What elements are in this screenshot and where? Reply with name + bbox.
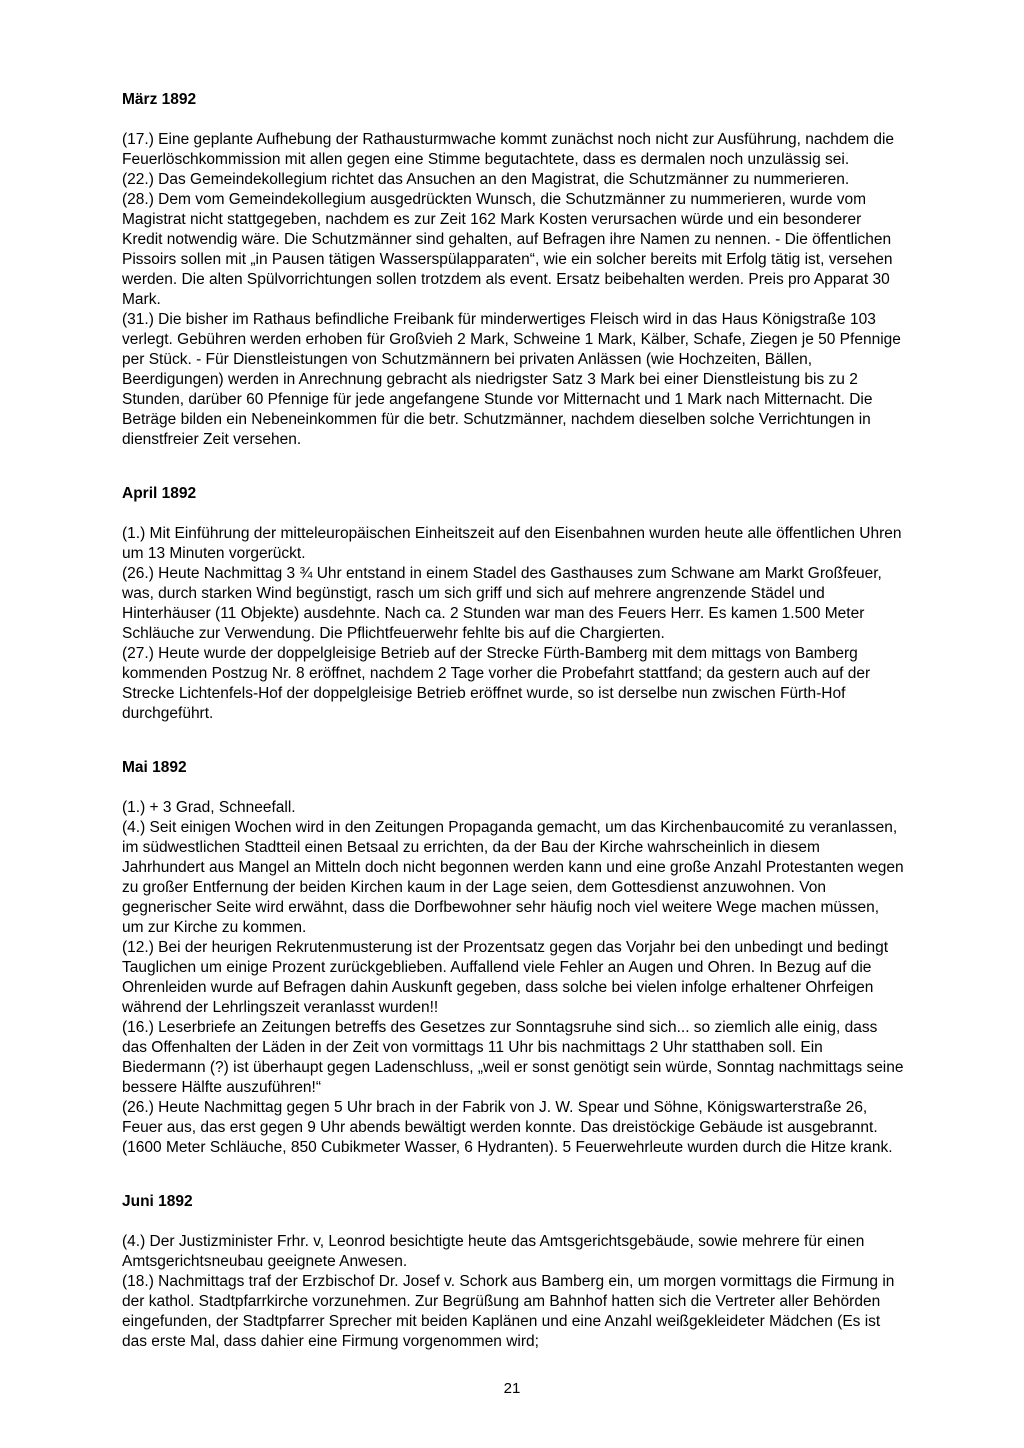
section-entries	[122, 524, 904, 724]
chronicle-entry: (1.) + 3 Grad, Schneefall.	[122, 799, 296, 816]
chronicle-entry: (12.) Bei der heurigen Rekrutenmusterung ist der Prozentsatz gegen das Vorjahr bei den unbedingt und bedingt Tauglichen um einige Prozent zurückgeblieben. Auffallend viele Fehler an Augen und Ohren. In Bezug auf die Ohrenleiden wurde auf Befragen dahin Auskunft gegeben, dass solche bei vielen infolge erhaltener Ohrfeigen während der Lehrlingszeit veranlasst wurden!!	[122, 939, 889, 1016]
section-entries	[122, 798, 904, 1158]
month-section	[122, 758, 904, 1158]
chronicle-entry: (28.) Dem vom Gemeindekollegium ausgedrückten Wunsch, die Schutzmänner zu nummerieren, wurde vom Magistrat nicht stattgegeben, nachdem es zur Zeit 162 Mark Kosten verursachen würde und ein besonderer Kredit notwendig wäre. Die Schutzmänner sind gehalten, auf Befragen ihre Namen zu nennen. - Die öffentlichen Pissoirs sollen mit „in Pausen tätigen Wasserspülapparaten“, wie ein solcher bereits mit Erfolg tätig ist, versehen werden. Die alten Spülvorrichtungen sollen trotzdem als event. Ersatz beibehalten werden. Preis pro Apparat 30 Mark.	[122, 191, 893, 308]
month-heading: April 1892	[122, 485, 197, 502]
chronicle-entry: (1.) Mit Einführung der mitteleuropäischen Einheitszeit auf den Eisenbahnen wurden heute alle öffentlichen Uhren um 13 Minuten vorgerückt.	[122, 525, 902, 562]
chronicle-entry: (4.) Der Justizminister Frhr. v, Leonrod besichtigte heute das Amtsgerichtsgebäude, sowie mehrere für einen Amtsgerichtsneubau geeignete Anwesen.	[122, 1233, 865, 1270]
month-heading: Juni 1892	[122, 1193, 193, 1210]
month-section	[122, 90, 904, 450]
chronicle-entry: (17.) Eine geplante Aufhebung der Rathausturmwache kommt zunächst noch nicht zur Ausführung, nachdem die Feuerlöschkommission mit allen gegen eine Stimme begutachtete, dass es dermalen noch unzulässig sei.	[122, 131, 895, 168]
page-number: 21	[503, 1380, 521, 1397]
section-entries	[122, 130, 904, 450]
chronicle-entry: (16.) Leserbriefe an Zeitungen betreffs des Gesetzes zur Sonntagsruhe sind sich... so ziemlich alle einig, dass das Offenhalten der Läden in der Zeit von vormittags 11 Uhr bis nachmittags 2 Uhr statthaben soll. Ein Biedermann (?) ist überhaupt gegen Ladenschluss, „weil er sonst genötigt sein würde, Sonntag nachmittags seine bessere Hälfte auszuführen!“	[122, 1019, 904, 1096]
chronicle-entry: (31.) Die bisher im Rathaus befindliche Freibank für minderwertiges Fleisch wird in das Haus Königstraße 103 verlegt. Gebühren werden erhoben für Großvieh 2 Mark, Schweine 1 Mark, Kälber, Schafe, Ziegen je 50 Pfennige per Stück. - Für Dienstleistungen von Schutzmännern bei privaten Anlässen (wie Hochzeiten, Bällen, Beerdigungen) werden in Anrechnung gebracht als niedrigster Satz 3 Mark bei einer Dienstleistung bis zu 2 Stunden, darüber 60 Pfennige für jede angefangene Stunde vor Mitternacht und 1 Mark nach Mitternacht. Die Beträge bilden ein Nebeneinkommen für die betr. Schutzmänner, nachdem dieselben solche Verrichtungen in dienstfreier Zeit versehen.	[122, 311, 901, 448]
month-section	[122, 1192, 904, 1352]
month-section	[122, 484, 904, 724]
chronicle-entry: (22.) Das Gemeindekollegium richtet das Ansuchen an den Magistrat, die Schutzmänner zu nummerieren.	[122, 171, 850, 188]
month-heading: Mai 1892	[122, 759, 187, 776]
chronicle-entry: (26.) Heute Nachmittag 3 ¾ Uhr entstand in einem Stadel des Gasthauses zum Schwane am Markt Großfeuer, was, durch starken Wind begünstigt, rasch um sich griff und sich auf mehrere angrenzende Städel und Hinterhäuser (11 Objekte) ausdehnte. Nach ca. 2 Stunden war man des Feuers Herr. Es kamen 1.500 Meter Schläuche zur Verwendung. Die Pflichtfeuerwehr fehlte bis auf die Chargierten.	[122, 565, 882, 642]
chronicle-entry: (18.) Nachmittags traf der Erzbischof Dr. Josef v. Schork aus Bamberg ein, um morgen vormittags die Firmung in der kathol. Stadtpfarrkirche vorzunehmen. Zur Begrüßung am Bahnhof hatten sich die Vertreter aller Behörden eingefunden, der Stadtpfarrer Sprecher mit beiden Kaplänen und eine Anzahl weißgekleideter Mädchen (Es ist das erste Mal, dass dahier eine Firmung vorgenommen wird;	[122, 1273, 895, 1350]
section-entries	[122, 1232, 904, 1352]
chronicle-entry: (26.) Heute Nachmittag gegen 5 Uhr brach in der Fabrik von J. W. Spear und Söhne, Königswarterstraße 26, Feuer aus, das erst gegen 9 Uhr abends bewältigt werden konnte. Das dreistöckige Gebäude ist ausgebrannt. (1600 Meter Schläuche, 850 Cubikmeter Wasser, 6 Hydranten). 5 Feuerwehrleute wurden durch die Hitze krank.	[122, 1099, 893, 1156]
document-content	[122, 90, 904, 1386]
month-heading: März 1892	[122, 91, 197, 108]
chronicle-entry: (27.) Heute wurde der doppelgleisige Betrieb auf der Strecke Fürth-Bamberg mit dem mittags von Bamberg kommenden Postzug Nr. 8 eröffnet, nachdem 2 Tage vorher die Probefahrt stattfand; da gestern auch auf der Strecke Lichtenfels-Hof der doppelgleisige Betrieb eröffnet wurde, so ist derselbe nun zwischen Fürth-Hof durchgeführt.	[122, 645, 871, 722]
chronicle-entry: (4.) Seit einigen Wochen wird in den Zeitungen Propaganda gemacht, um das Kirchenbaucomité zu veranlassen, im südwestlichen Stadtteil einen Betsaal zu errichten, da der Bau der Kirche wahrscheinlich in diesem Jahrhundert aus Mangel an Mitteln doch nicht begonnen werden kann und eine große Anzahl Protestanten wegen zu großer Entfernung der beiden Kirchen kaum in der Lage seien, dem Gottesdienst anzuwohnen. Von gegnerischer Seite wird erwähnt, dass die Dorfbewohner sehr häufig noch viel weitere Wege machen müssen, um zur Kirche zu kommen.	[122, 819, 904, 936]
